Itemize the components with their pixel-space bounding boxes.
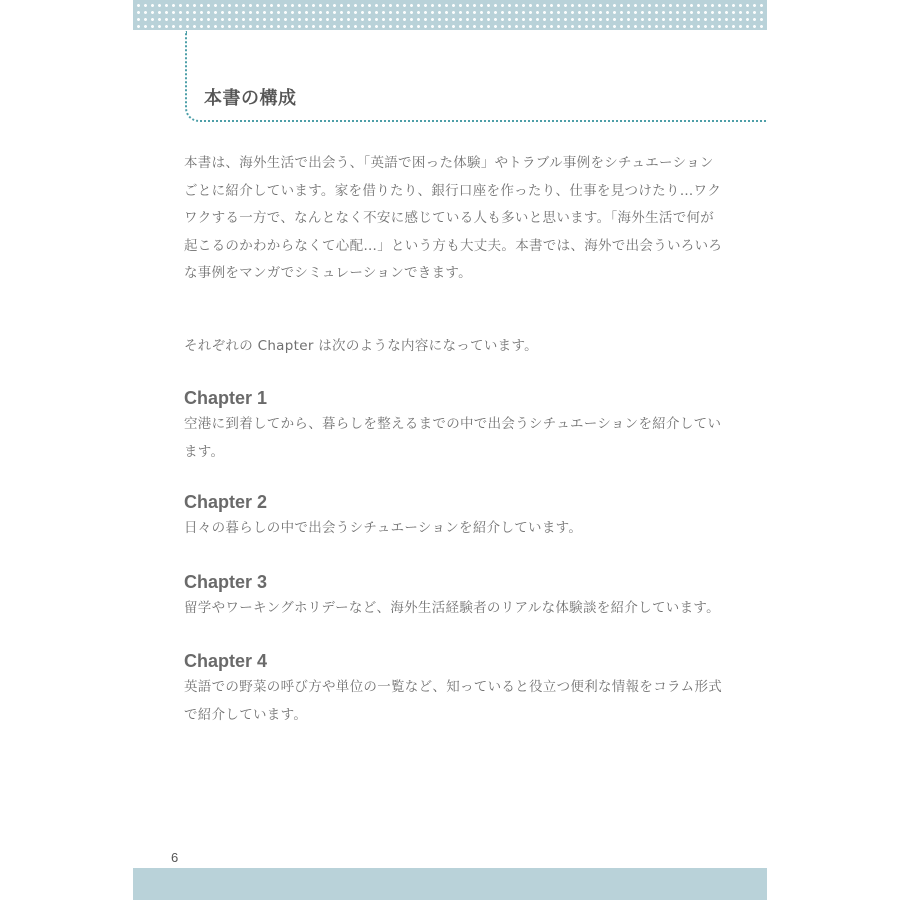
chapter-2-description: 日々の暮らしの中で出会うシチュエーションを紹介しています。 [184, 520, 583, 536]
chapter-lead-text: それぞれの Chapter は次のような内容になっています。 [184, 338, 538, 354]
chapter-4-description: 英語での野菜の呼び方や単位の一覧など、知っていると役立つ便利な情報をコラム形式で紹介しています。 [184, 679, 723, 723]
chapter-1-title: Chapter 1 [184, 388, 268, 408]
chapter-3-title: Chapter 3 [184, 572, 268, 592]
chapter-2-block [184, 490, 724, 543]
bottom-band [133, 868, 767, 900]
chapter-3-description: 留学やワーキングホリデーなど、海外生活経験者のリアルな体験談を紹介しています。 [184, 600, 720, 616]
chapter-4-block [184, 649, 724, 729]
chapter-4-title: Chapter 4 [184, 651, 268, 671]
chapter-1-block [184, 386, 724, 466]
chapter-1-description: 空港に到着してから、暮らしを整えるまでの中で出会うシチュエーションを紹介しています。 [184, 416, 722, 460]
intro-paragraph: 本書は、海外生活で出会う、「英語で困った体験」やトラブル事例をシチュエーションごとに紹介しています。家を借りたり、銀行口座を作ったり、仕事を見つけたり…ワクワクする一方で、なんとなく不安に感じている人も多いと思います。「海外生活で何が起こるのかわからなくて心配…」という方も大丈夫。本書では、海外で出会ういろいろな事例をマンガでシミュレーションできます。 [184, 155, 723, 282]
chapter-2-title: Chapter 2 [184, 492, 268, 512]
top-dotted-band [133, 0, 767, 30]
chapter-3-block [184, 570, 724, 623]
page-number: 6 [171, 850, 179, 865]
section-title: 本書の構成 [204, 88, 297, 109]
book-page [133, 0, 767, 900]
